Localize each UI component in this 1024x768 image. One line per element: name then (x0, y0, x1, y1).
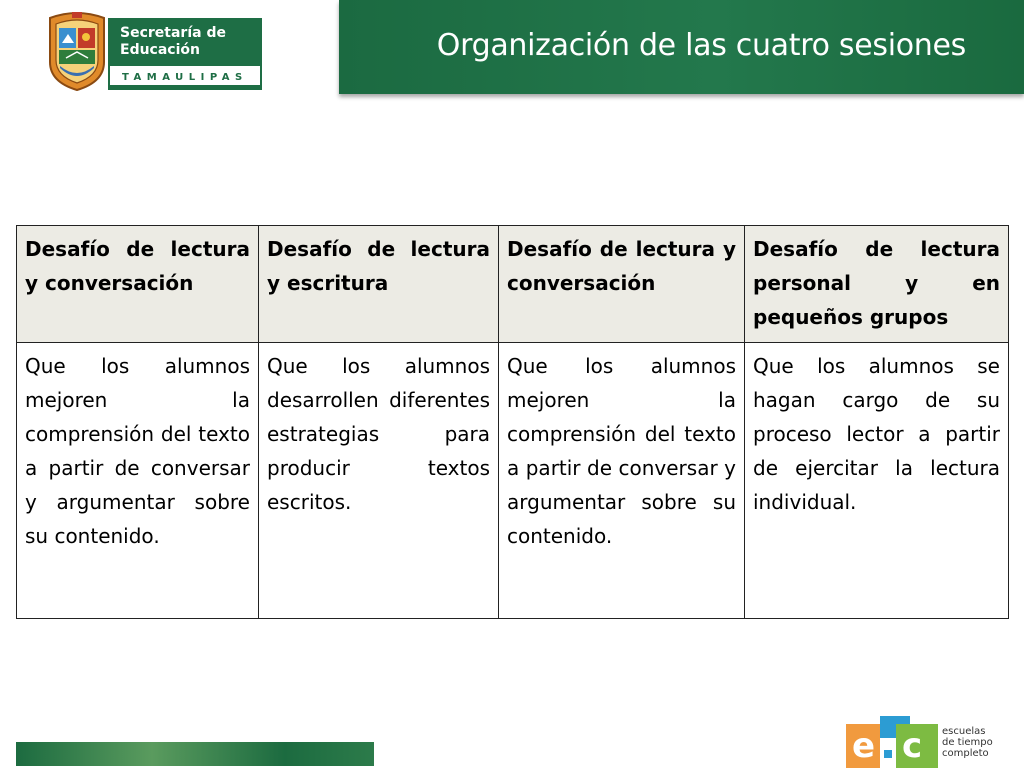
session-header-1: Desafío de lectura y conversación (17, 226, 259, 343)
secretaria-name (110, 20, 260, 66)
logo-state: TAMAULIPAS (122, 72, 248, 83)
secretaria-wordmark (108, 18, 262, 90)
session-goal-4: Que los alumnos se hagan cargo de su proceso lector a partir de ejercitar la lectura individual. (745, 343, 1009, 619)
slide-title: Organización de las cuatro sesiones (436, 28, 966, 63)
session-header-3: Desafío de lectura y conversación (499, 226, 745, 343)
etc-line-1: escuelas (942, 726, 986, 737)
etc-dot (884, 750, 892, 758)
logo-rule (110, 85, 260, 88)
session-header-2: Desafío de lectura y escritura (259, 226, 499, 343)
logo-line-2: Educación (120, 42, 200, 58)
etc-line-2: de tiempo (942, 737, 993, 748)
etc-line-3: completo (942, 748, 989, 759)
session-goal-1: Que los alumnos mejoren la comprensión del texto a partir de conversar y argumentar sobre su contenido. (17, 343, 259, 619)
footer-green-bar (16, 742, 374, 766)
etc-e-block (846, 724, 880, 768)
session-goal-2: Que los alumnos desarrollen diferentes estrategias para producir textos escritos. (259, 343, 499, 619)
title-banner (339, 0, 1024, 94)
table-row (17, 343, 1009, 619)
table-header-row (17, 226, 1009, 343)
etc-wordmark (942, 726, 993, 759)
escuelas-tiempo-completo-logo (846, 716, 996, 768)
etc-letter-e: e (852, 726, 876, 766)
session-header-4: Desafío de lectura personal y en pequeños grupos (745, 226, 1009, 343)
logo-line-1: Secretaría de (120, 25, 226, 41)
session-goal-3: Que los alumnos mejoren la comprensión del texto a partir de conversar y argumentar sobre su contenido. (499, 343, 745, 619)
etc-c-block (896, 724, 938, 768)
sessions-table (16, 225, 1009, 619)
secretaria-educacion-logo (46, 10, 264, 92)
tamaulipas-seal-icon (46, 10, 108, 92)
etc-letter-c: c (902, 726, 923, 766)
